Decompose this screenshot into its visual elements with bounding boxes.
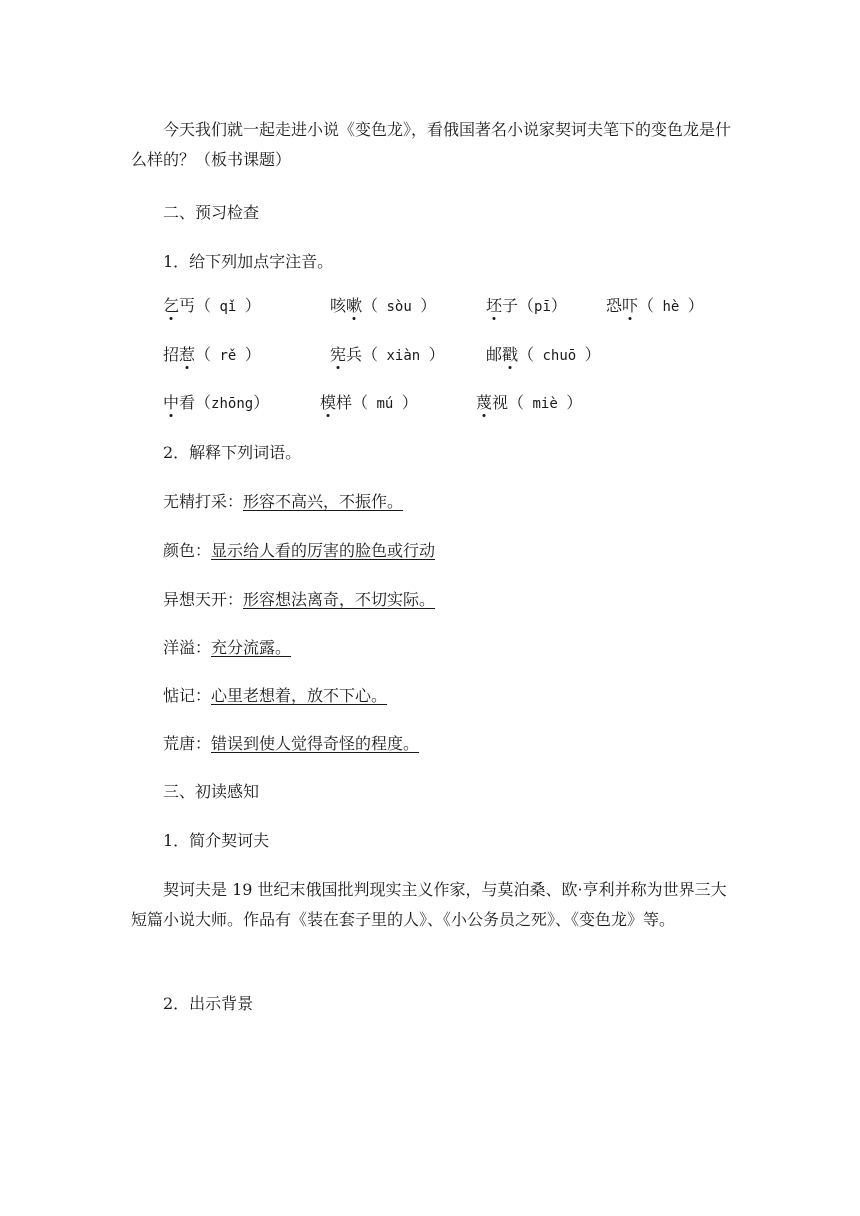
term-definition: 惦记：心里老想着，放不下心。: [163, 686, 388, 705]
subheading-chekhov: 1．简介契诃夫: [163, 831, 270, 850]
pinyin-item: 模样（ mú ）: [320, 393, 418, 412]
term-definition: 洋溢：充分流露。: [163, 638, 292, 657]
term-definition: 颜色：显示给人看的厉害的脸色或行动: [163, 541, 436, 560]
intro-paragraph: 今天我们就一起走进小说《变色龙》，看俄国著名小说家契诃夫笔下的变色龙是什么样的？（板书课题）: [131, 120, 732, 169]
pinyin-item: 蔑视（ miè ）: [476, 393, 583, 412]
pinyin-item: 邮戳（ chuō ）: [486, 345, 601, 364]
chekhov-paragraph: 契诃夫是 19 世纪末俄国批判现实主义作家，与莫泊桑、欧·亨利并称为世界三大短篇小说大师。作品有《装在套子里的人》、《小公务员之死》、《变色龙》等。: [131, 880, 727, 929]
question-pinyin: 1．给下列加点字注音。: [163, 252, 334, 271]
pinyin-item: 招惹（ rě ）: [163, 345, 261, 364]
pinyin-item: 恐吓（ hè ）: [606, 296, 704, 315]
pinyin-item: 咳嗽（ sòu ）: [330, 296, 437, 315]
term-definition: 荒唐：错误到使人觉得奇怪的程度。: [163, 734, 420, 753]
pinyin-item: 宪兵（ xiàn ）: [330, 345, 445, 364]
pinyin-item: 坯子（pī）: [486, 296, 567, 315]
section-heading-first-reading: 三、初读感知: [163, 782, 260, 801]
term-definition: 无精打采：形容不高兴，不振作。: [163, 492, 404, 511]
section-heading-preview-check: 二、预习检查: [163, 203, 260, 222]
term-definition: 异想天开：形容想法离奇，不切实际。: [163, 590, 436, 609]
subheading-background: 2．出示背景: [163, 994, 254, 1013]
question-definitions: 2．解释下列词语。: [163, 443, 302, 462]
pinyin-item: 乞丐（ qǐ ）: [163, 296, 261, 315]
pinyin-item: 中看（zhōng）: [163, 393, 270, 412]
